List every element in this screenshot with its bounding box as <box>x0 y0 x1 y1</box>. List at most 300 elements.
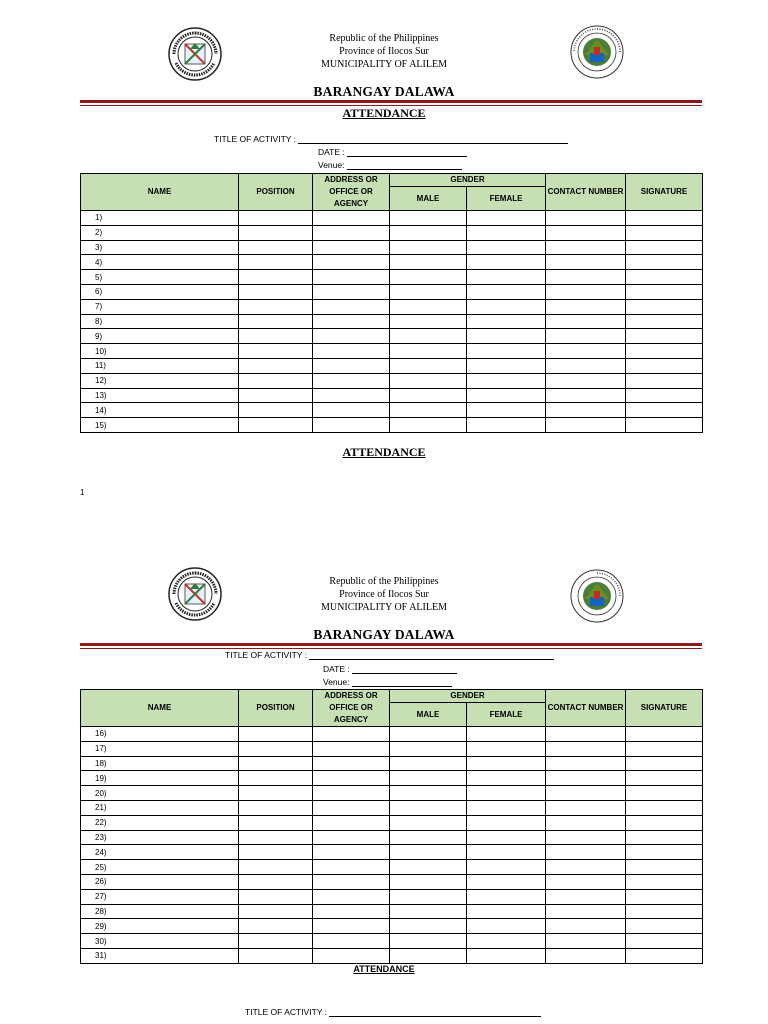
address-cell[interactable] <box>313 904 390 919</box>
position-cell[interactable] <box>239 358 313 373</box>
address-cell[interactable] <box>313 255 390 270</box>
column-contact-2: CONTACT NUMBER <box>546 690 626 727</box>
address-cell[interactable] <box>313 800 390 815</box>
row-number: 17) <box>81 741 239 756</box>
row-number: 5) <box>81 270 239 285</box>
female-cell[interactable] <box>467 373 546 388</box>
table-row <box>81 299 703 314</box>
male-cell[interactable] <box>390 919 467 934</box>
address-cell[interactable] <box>313 948 390 963</box>
signature-cell[interactable] <box>626 314 703 329</box>
contact-cell[interactable] <box>546 255 626 270</box>
row-number: 30) <box>81 934 239 949</box>
position-cell[interactable] <box>239 403 313 418</box>
table-row <box>81 344 703 359</box>
male-cell[interactable] <box>390 874 467 889</box>
signature-cell[interactable] <box>626 845 703 860</box>
signature-cell[interactable] <box>626 727 703 742</box>
position-cell[interactable] <box>239 240 313 255</box>
date-field-2[interactable] <box>323 664 457 674</box>
position-cell[interactable] <box>239 211 313 226</box>
contact-cell[interactable] <box>546 225 626 240</box>
female-cell[interactable] <box>467 904 546 919</box>
table-row <box>81 756 703 771</box>
address-cell[interactable] <box>313 299 390 314</box>
signature-cell[interactable] <box>626 800 703 815</box>
contact-cell[interactable] <box>546 403 626 418</box>
table-row <box>81 284 703 299</box>
male-cell[interactable] <box>390 403 467 418</box>
table-row <box>81 388 703 403</box>
table-row <box>81 741 703 756</box>
female-cell[interactable] <box>467 240 546 255</box>
signature-cell[interactable] <box>626 934 703 949</box>
address-cell[interactable] <box>313 815 390 830</box>
position-cell[interactable] <box>239 344 313 359</box>
position-cell[interactable] <box>239 255 313 270</box>
date-blank[interactable] <box>347 148 467 157</box>
table-row <box>81 771 703 786</box>
male-cell[interactable] <box>390 284 467 299</box>
contact-cell[interactable] <box>546 284 626 299</box>
attendance-title-3: ATTENDANCE <box>353 964 415 974</box>
address-cell[interactable] <box>313 874 390 889</box>
barangay-title: BARANGAY DALAWA <box>313 84 455 99</box>
row-number: 1) <box>81 211 239 226</box>
position-cell[interactable] <box>239 904 313 919</box>
table-row <box>81 889 703 904</box>
venue-blank-2[interactable] <box>352 678 452 687</box>
signature-cell[interactable] <box>626 358 703 373</box>
table-row <box>81 727 703 742</box>
male-cell[interactable] <box>390 373 467 388</box>
contact-cell[interactable] <box>546 830 626 845</box>
contact-cell[interactable] <box>546 874 626 889</box>
title-of-activity-label-2: TITLE OF ACTIVITY : <box>225 650 308 660</box>
female-cell[interactable] <box>467 756 546 771</box>
signature-cell[interactable] <box>626 270 703 285</box>
contact-cell[interactable] <box>546 211 626 226</box>
contact-cell[interactable] <box>546 240 626 255</box>
column-gender: GENDER <box>390 174 546 187</box>
date-blank-2[interactable] <box>352 665 457 674</box>
position-cell[interactable] <box>239 919 313 934</box>
table-row <box>81 786 703 801</box>
female-cell[interactable] <box>467 299 546 314</box>
title-of-activity-field-3[interactable] <box>245 1007 541 1017</box>
address-cell[interactable] <box>313 373 390 388</box>
address-cell[interactable] <box>313 830 390 845</box>
header-rule-thin-2 <box>80 648 702 649</box>
female-cell[interactable] <box>467 741 546 756</box>
female-cell[interactable] <box>467 786 546 801</box>
male-cell[interactable] <box>390 255 467 270</box>
row-number: 3) <box>81 240 239 255</box>
address-cell[interactable] <box>313 771 390 786</box>
table-row <box>81 830 703 845</box>
contact-cell[interactable] <box>546 786 626 801</box>
row-number: 13) <box>81 388 239 403</box>
table-row <box>81 225 703 240</box>
venue-label-2: Venue: <box>323 677 350 687</box>
position-cell[interactable] <box>239 741 313 756</box>
position-cell[interactable] <box>239 800 313 815</box>
title-of-activity-label: TITLE OF ACTIVITY : <box>214 134 297 144</box>
row-number: 28) <box>81 904 239 919</box>
male-cell[interactable] <box>390 904 467 919</box>
title-of-activity-blank[interactable] <box>298 135 568 144</box>
date-label-2: DATE : <box>323 664 350 674</box>
position-cell[interactable] <box>239 373 313 388</box>
address-cell[interactable] <box>313 786 390 801</box>
contact-cell[interactable] <box>546 329 626 344</box>
female-cell[interactable] <box>467 344 546 359</box>
table-row <box>81 211 703 226</box>
address-cell[interactable] <box>313 270 390 285</box>
contact-cell[interactable] <box>546 771 626 786</box>
female-cell[interactable] <box>467 874 546 889</box>
row-number: 9) <box>81 329 239 344</box>
province-text: Province of Ilocos Sur <box>339 46 429 57</box>
column-female-2: FEMALE <box>467 703 546 727</box>
female-cell[interactable] <box>467 211 546 226</box>
signature-cell[interactable] <box>626 255 703 270</box>
female-cell[interactable] <box>467 358 546 373</box>
address-cell[interactable] <box>313 344 390 359</box>
signature-cell[interactable] <box>626 756 703 771</box>
contact-cell[interactable] <box>546 344 626 359</box>
table-row <box>81 948 703 963</box>
female-cell[interactable] <box>467 934 546 949</box>
male-cell[interactable] <box>390 860 467 875</box>
female-cell[interactable] <box>467 889 546 904</box>
male-cell[interactable] <box>390 845 467 860</box>
female-cell[interactable] <box>467 284 546 299</box>
male-cell[interactable] <box>390 948 467 963</box>
table-row <box>81 240 703 255</box>
row-number: 2) <box>81 225 239 240</box>
contact-cell[interactable] <box>546 815 626 830</box>
row-number: 11) <box>81 358 239 373</box>
signature-cell[interactable] <box>626 418 703 433</box>
contact-cell[interactable] <box>546 845 626 860</box>
table-row <box>81 800 703 815</box>
position-cell[interactable] <box>239 388 313 403</box>
position-cell[interactable] <box>239 314 313 329</box>
table-row <box>81 860 703 875</box>
position-cell[interactable] <box>239 830 313 845</box>
address-cell[interactable] <box>313 741 390 756</box>
male-cell[interactable] <box>390 344 467 359</box>
column-name: NAME <box>81 174 239 211</box>
header-rule-2 <box>80 643 702 646</box>
republic-text: Republic of the Philippines <box>329 33 439 44</box>
position-cell[interactable] <box>239 225 313 240</box>
signature-cell[interactable] <box>626 948 703 963</box>
column-contact: CONTACT NUMBER <box>546 174 626 211</box>
attendance-table-2 <box>80 689 703 964</box>
title-of-activity-field-2[interactable] <box>225 650 554 660</box>
address-cell[interactable] <box>313 388 390 403</box>
municipality-text-2: MUNICIPALITY OF ALILEM <box>321 602 447 613</box>
female-cell[interactable] <box>467 771 546 786</box>
female-cell[interactable] <box>467 403 546 418</box>
address-cell[interactable] <box>313 403 390 418</box>
position-cell[interactable] <box>239 874 313 889</box>
address-cell[interactable] <box>313 889 390 904</box>
column-position: POSITION <box>239 174 313 211</box>
row-number: 15) <box>81 418 239 433</box>
address-cell[interactable] <box>313 919 390 934</box>
province-text-2: Province of Ilocos Sur <box>339 589 429 600</box>
address-cell[interactable] <box>313 314 390 329</box>
signature-cell[interactable] <box>626 403 703 418</box>
male-cell[interactable] <box>390 786 467 801</box>
female-cell[interactable] <box>467 919 546 934</box>
signature-cell[interactable] <box>626 225 703 240</box>
signature-cell[interactable] <box>626 860 703 875</box>
female-cell[interactable] <box>467 314 546 329</box>
address-cell[interactable] <box>313 727 390 742</box>
contact-cell[interactable] <box>546 727 626 742</box>
position-cell[interactable] <box>239 418 313 433</box>
row-number: 16) <box>81 727 239 742</box>
signature-cell[interactable] <box>626 240 703 255</box>
venue-blank[interactable] <box>347 161 462 170</box>
signature-cell[interactable] <box>626 830 703 845</box>
position-cell[interactable] <box>239 845 313 860</box>
signature-cell[interactable] <box>626 771 703 786</box>
contact-cell[interactable] <box>546 418 626 433</box>
row-number: 8) <box>81 314 239 329</box>
title-of-activity-label-3: TITLE OF ACTIVITY : <box>245 1007 328 1017</box>
row-number: 24) <box>81 845 239 860</box>
date-field[interactable] <box>318 147 467 157</box>
column-address: ADDRESS OR OFFICE OR AGENCY <box>313 174 390 211</box>
male-cell[interactable] <box>390 800 467 815</box>
column-male-2: MALE <box>390 703 467 727</box>
venue-field-2[interactable] <box>323 677 452 687</box>
column-position-2: POSITION <box>239 690 313 727</box>
attendance-title: ATTENDANCE <box>342 106 426 120</box>
column-signature: SIGNATURE <box>626 174 703 211</box>
address-cell[interactable] <box>313 329 390 344</box>
page-number: 1 <box>80 488 85 497</box>
title-of-activity-blank-2[interactable] <box>309 651 554 660</box>
attendance-table-1 <box>80 173 703 433</box>
female-cell[interactable] <box>467 329 546 344</box>
male-cell[interactable] <box>390 418 467 433</box>
male-cell[interactable] <box>390 314 467 329</box>
signature-cell[interactable] <box>626 373 703 388</box>
table-row <box>81 270 703 285</box>
municipal-seal-icon <box>570 25 624 79</box>
signature-cell[interactable] <box>626 904 703 919</box>
position-cell[interactable] <box>239 860 313 875</box>
male-cell[interactable] <box>390 388 467 403</box>
male-cell[interactable] <box>390 830 467 845</box>
address-cell[interactable] <box>313 860 390 875</box>
male-cell[interactable] <box>390 358 467 373</box>
address-cell[interactable] <box>313 225 390 240</box>
male-cell[interactable] <box>390 727 467 742</box>
signature-cell[interactable] <box>626 388 703 403</box>
attendance-title-2: ATTENDANCE <box>342 445 426 459</box>
contact-cell[interactable] <box>546 756 626 771</box>
female-cell[interactable] <box>467 418 546 433</box>
male-cell[interactable] <box>390 889 467 904</box>
barangay-title-2: BARANGAY DALAWA <box>313 627 455 642</box>
signature-cell[interactable] <box>626 815 703 830</box>
row-number: 22) <box>81 815 239 830</box>
header-rule <box>80 100 702 103</box>
table-row <box>81 255 703 270</box>
male-cell[interactable] <box>390 299 467 314</box>
municipal-seal-icon-2 <box>570 569 624 623</box>
position-cell[interactable] <box>239 284 313 299</box>
position-cell[interactable] <box>239 948 313 963</box>
male-cell[interactable] <box>390 741 467 756</box>
position-cell[interactable] <box>239 756 313 771</box>
position-cell[interactable] <box>239 934 313 949</box>
contact-cell[interactable] <box>546 373 626 388</box>
address-cell[interactable] <box>313 418 390 433</box>
female-cell[interactable] <box>467 800 546 815</box>
female-cell[interactable] <box>467 845 546 860</box>
position-cell[interactable] <box>239 329 313 344</box>
column-female: FEMALE <box>467 187 546 211</box>
male-cell[interactable] <box>390 240 467 255</box>
female-cell[interactable] <box>467 948 546 963</box>
female-cell[interactable] <box>467 270 546 285</box>
row-number: 12) <box>81 373 239 388</box>
table-row <box>81 403 703 418</box>
male-cell[interactable] <box>390 270 467 285</box>
signature-cell[interactable] <box>626 329 703 344</box>
title-of-activity-field[interactable] <box>214 134 568 144</box>
republic-text-2: Republic of the Philippines <box>329 576 439 587</box>
column-address-2: ADDRESS OR OFFICE OR AGENCY <box>313 690 390 727</box>
contact-cell[interactable] <box>546 948 626 963</box>
signature-cell[interactable] <box>626 741 703 756</box>
contact-cell[interactable] <box>546 919 626 934</box>
signature-cell[interactable] <box>626 211 703 226</box>
venue-label: Venue: <box>318 160 345 170</box>
position-cell[interactable] <box>239 786 313 801</box>
contact-cell[interactable] <box>546 800 626 815</box>
address-cell[interactable] <box>313 358 390 373</box>
row-number: 29) <box>81 919 239 934</box>
date-label: DATE : <box>318 147 345 157</box>
table-row <box>81 329 703 344</box>
signature-cell[interactable] <box>626 874 703 889</box>
table-row <box>81 904 703 919</box>
contact-cell[interactable] <box>546 270 626 285</box>
row-number: 6) <box>81 284 239 299</box>
signature-cell[interactable] <box>626 344 703 359</box>
contact-cell[interactable] <box>546 934 626 949</box>
venue-field[interactable] <box>318 160 462 170</box>
table-row <box>81 418 703 433</box>
position-cell[interactable] <box>239 270 313 285</box>
table-row <box>81 815 703 830</box>
column-male: MALE <box>390 187 467 211</box>
male-cell[interactable] <box>390 934 467 949</box>
row-number: 25) <box>81 860 239 875</box>
contact-cell[interactable] <box>546 860 626 875</box>
table-row <box>81 314 703 329</box>
signature-cell[interactable] <box>626 889 703 904</box>
signature-cell[interactable] <box>626 284 703 299</box>
table-row <box>81 373 703 388</box>
row-number: 10) <box>81 344 239 359</box>
table-row <box>81 919 703 934</box>
row-number: 4) <box>81 255 239 270</box>
position-cell[interactable] <box>239 727 313 742</box>
female-cell[interactable] <box>467 815 546 830</box>
male-cell[interactable] <box>390 771 467 786</box>
female-cell[interactable] <box>467 860 546 875</box>
contact-cell[interactable] <box>546 741 626 756</box>
address-cell[interactable] <box>313 934 390 949</box>
address-cell[interactable] <box>313 211 390 226</box>
position-cell[interactable] <box>239 815 313 830</box>
signature-cell[interactable] <box>626 786 703 801</box>
position-cell[interactable] <box>239 771 313 786</box>
title-of-activity-blank-3[interactable] <box>329 1008 541 1017</box>
column-name-2: NAME <box>81 690 239 727</box>
address-cell[interactable] <box>313 284 390 299</box>
male-cell[interactable] <box>390 756 467 771</box>
signature-cell[interactable] <box>626 299 703 314</box>
contact-cell[interactable] <box>546 358 626 373</box>
column-signature-2: SIGNATURE <box>626 690 703 727</box>
row-number: 20) <box>81 786 239 801</box>
table-row <box>81 934 703 949</box>
female-cell[interactable] <box>467 388 546 403</box>
address-cell[interactable] <box>313 845 390 860</box>
position-cell[interactable] <box>239 889 313 904</box>
contact-cell[interactable] <box>546 388 626 403</box>
contact-cell[interactable] <box>546 314 626 329</box>
municipality-text: MUNICIPALITY OF ALILEM <box>321 59 447 70</box>
female-cell[interactable] <box>467 225 546 240</box>
address-cell[interactable] <box>313 756 390 771</box>
contact-cell[interactable] <box>546 889 626 904</box>
column-gender-2: GENDER <box>390 690 546 703</box>
row-number: 7) <box>81 299 239 314</box>
male-cell[interactable] <box>390 225 467 240</box>
row-number: 26) <box>81 874 239 889</box>
address-cell[interactable] <box>313 240 390 255</box>
contact-cell[interactable] <box>546 904 626 919</box>
row-number: 27) <box>81 889 239 904</box>
female-cell[interactable] <box>467 830 546 845</box>
contact-cell[interactable] <box>546 299 626 314</box>
row-number: 21) <box>81 800 239 815</box>
male-cell[interactable] <box>390 815 467 830</box>
male-cell[interactable] <box>390 329 467 344</box>
row-number: 23) <box>81 830 239 845</box>
female-cell[interactable] <box>467 727 546 742</box>
male-cell[interactable] <box>390 211 467 226</box>
signature-cell[interactable] <box>626 919 703 934</box>
table-row <box>81 845 703 860</box>
female-cell[interactable] <box>467 255 546 270</box>
row-number: 14) <box>81 403 239 418</box>
row-number: 19) <box>81 771 239 786</box>
position-cell[interactable] <box>239 299 313 314</box>
